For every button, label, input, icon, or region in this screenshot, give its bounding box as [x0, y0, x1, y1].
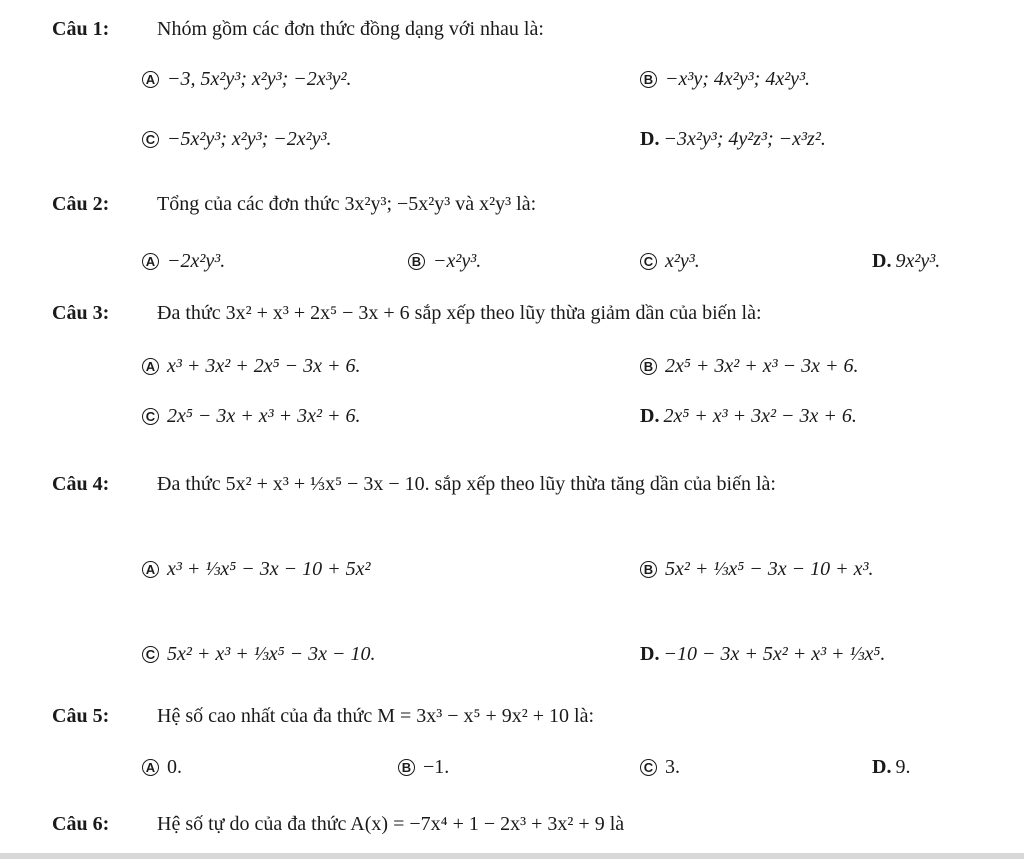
option-5c[interactable] — [640, 756, 680, 779]
option-text: −1. — [423, 756, 450, 778]
question-label: Câu 4: — [52, 473, 110, 495]
option-letter-icon: C — [640, 253, 657, 270]
question-5 — [52, 705, 594, 728]
question-label: Câu 5: — [52, 705, 110, 727]
question-2 — [52, 193, 536, 216]
option-letter-icon: D. — [640, 128, 660, 150]
option-text: 2x⁵ + 3x² + x³ − 3x + 6. — [665, 355, 859, 377]
option-4c[interactable] — [142, 643, 375, 666]
option-1b[interactable] — [640, 68, 810, 91]
option-2b[interactable] — [408, 250, 481, 273]
option-1c[interactable] — [142, 128, 332, 151]
option-text: −3, 5x²y³; x²y³; −2x³y². — [167, 68, 352, 90]
option-text: 2x⁵ − 3x + x³ + 3x² + 6. — [167, 405, 361, 427]
question-text: Nhóm gồm các đơn thức đồng dạng với nhau là: — [157, 18, 544, 40]
option-1d[interactable] — [640, 128, 826, 151]
question-6 — [52, 813, 624, 836]
option-text: x³ + ⅓x⁵ − 3x − 10 + 5x² — [167, 558, 371, 580]
question-text: Đa thức 5x² + x³ + ⅓x⁵ − 3x − 10. sắp xếp theo lũy thừa tăng dần của biến là: — [157, 473, 776, 495]
option-text: x²y³. — [665, 250, 700, 272]
option-4a[interactable] — [142, 558, 370, 581]
question-label: Câu 1: — [52, 18, 110, 40]
option-3d[interactable] — [640, 405, 857, 428]
option-letter-icon: D. — [640, 643, 660, 665]
option-text: −10 − 3x + 5x² + x³ + ⅓x⁵. — [663, 643, 886, 665]
question-text: Tổng của các đơn thức 3x²y³; −5x²y³ và x²y³ là: — [157, 193, 537, 215]
option-letter-icon: B — [640, 71, 657, 88]
option-2a[interactable] — [142, 250, 225, 273]
option-letter-icon: A — [142, 759, 159, 776]
option-text: 2x⁵ + x³ + 3x² − 3x + 6. — [663, 405, 857, 427]
option-5b[interactable] — [398, 756, 449, 779]
option-text: 5x² + ⅓x⁵ − 3x − 10 + x³. — [665, 558, 874, 580]
option-4b[interactable] — [640, 558, 873, 581]
option-letter-icon: D. — [872, 756, 892, 778]
option-letter-icon: C — [142, 646, 159, 663]
option-text: 3. — [665, 756, 680, 778]
question-text: Đa thức 3x² + x³ + 2x⁵ − 3x + 6 sắp xếp theo lũy thừa giảm dần của biến là: — [157, 302, 762, 324]
option-letter-icon: A — [142, 253, 159, 270]
option-text: 9. — [895, 756, 911, 778]
option-2c[interactable] — [640, 250, 700, 273]
option-text: −x²y³. — [433, 250, 482, 272]
option-letter-icon: C — [640, 759, 657, 776]
option-text: 9x²y³. — [895, 250, 941, 272]
bottom-divider — [0, 853, 1024, 859]
option-letter-icon: C — [142, 131, 159, 148]
option-5a[interactable] — [142, 756, 182, 779]
question-text: Hệ số cao nhất của đa thức M = 3x³ − x⁵ + 9x² + 10 là: — [157, 705, 595, 727]
option-text: x³ + 3x² + 2x⁵ − 3x + 6. — [167, 355, 361, 377]
option-3b[interactable] — [640, 355, 858, 378]
option-letter-icon: D. — [640, 405, 660, 427]
option-5d[interactable] — [872, 756, 910, 779]
option-text: −2x²y³. — [167, 250, 226, 272]
question-text: Hệ số tự do của đa thức A(x) = −7x⁴ + 1 − 2x³ + 3x² + 9 là — [157, 813, 625, 835]
question-label: Câu 6: — [52, 813, 110, 835]
option-4d[interactable] — [640, 643, 885, 666]
option-1a[interactable] — [142, 68, 352, 91]
option-letter-icon: A — [142, 358, 159, 375]
option-text: 5x² + x³ + ⅓x⁵ − 3x − 10. — [167, 643, 376, 665]
option-letter-icon: B — [408, 253, 425, 270]
option-letter-icon: B — [640, 561, 657, 578]
question-3 — [52, 302, 762, 325]
question-label: Câu 3: — [52, 302, 110, 324]
option-letter-icon: A — [142, 561, 159, 578]
option-letter-icon: C — [142, 408, 159, 425]
option-2d[interactable] — [872, 250, 940, 273]
option-3c[interactable] — [142, 405, 360, 428]
option-3a[interactable] — [142, 355, 360, 378]
option-letter-icon: B — [398, 759, 415, 776]
question-label: Câu 2: — [52, 193, 110, 215]
option-letter-icon: D. — [872, 250, 892, 272]
question-4 — [52, 473, 776, 496]
option-letter-icon: B — [640, 358, 657, 375]
option-letter-icon: A — [142, 71, 159, 88]
option-text: −5x²y³; x²y³; −2x²y³. — [167, 128, 332, 150]
option-text: −x³y; 4x²y³; 4x²y³. — [665, 68, 811, 90]
question-1 — [52, 18, 544, 41]
option-text: −3x²y³; 4y²z³; −x³z². — [663, 128, 826, 150]
option-text: 0. — [167, 756, 182, 778]
